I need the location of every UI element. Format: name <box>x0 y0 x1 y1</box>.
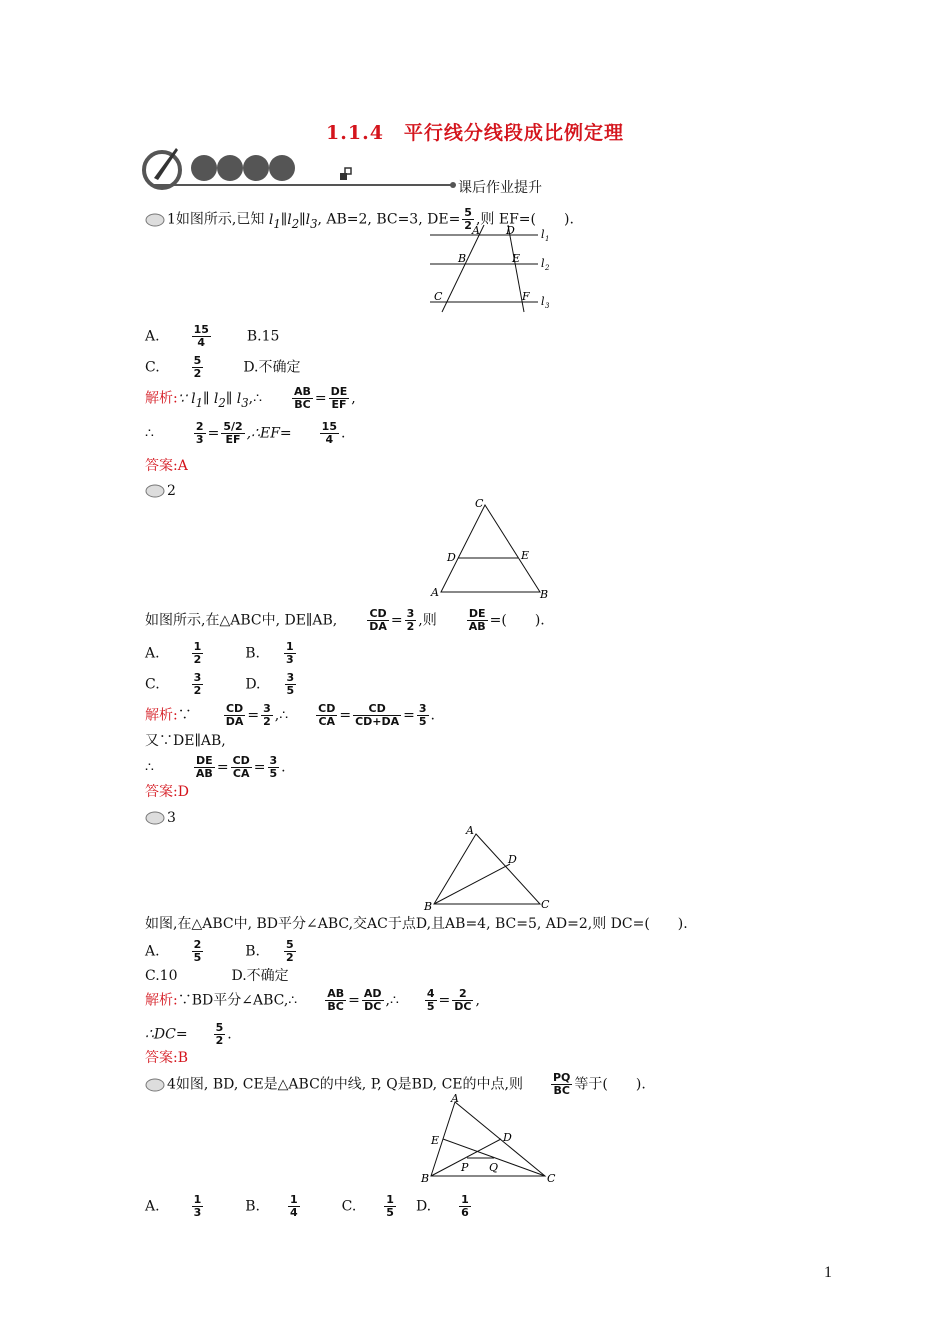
svg-text:D: D <box>506 224 515 237</box>
q1-answer: 答案:A <box>145 458 188 474</box>
svg-text:B: B <box>421 1172 430 1184</box>
svg-text:E: E <box>521 549 530 562</box>
svg-text:E: E <box>431 1134 440 1147</box>
figure-3-triangle <box>420 822 560 914</box>
q1-options-cd: C. $\frac{5}{2}$ D.不确定 <box>145 354 301 380</box>
svg-text:A: A <box>466 824 474 837</box>
q4-stem: 4如图, BD, CE是△ABC的中线, P, Q是BD, CE的中点,则 $\frac{PQ}{BC}$ 等于( ). <box>145 1072 646 1097</box>
svg-text:C: C <box>541 898 550 911</box>
page-title: 1.1.4 平行线分线段成比例定理 <box>326 122 624 144</box>
svg-text:l: l <box>541 228 545 241</box>
svg-text:2: 2 <box>545 264 550 272</box>
q3-number: 3 <box>145 810 176 826</box>
svg-text:B: B <box>540 588 549 601</box>
q2-analysis-2: 又∵DE∥AB, <box>145 733 226 749</box>
q3-stem: 如图,在△ABC中, BD平分∠ABC,交AC于点D,且AB=4, BC=5, AD=2,则 DC=( ). <box>145 916 688 932</box>
svg-text:E: E <box>512 252 521 265</box>
q2-analysis-3: ∴ $\frac{DE}{AB}$ = $\frac{CD}{CA}$ = $\frac{3}{5}$ . <box>145 754 286 780</box>
svg-text:F: F <box>522 290 530 303</box>
q3-options-ab: A. $\frac{2}{5}$ B. $\frac{5}{2}$ <box>145 938 294 964</box>
q2-options-cd: C. $\frac{3}{2}$ D. $\frac{3}{5}$ <box>145 671 295 697</box>
svg-text:1: 1 <box>545 235 550 243</box>
q4-options: A. $\frac{1}{3}$ B. $\frac{1}{4}$ C. $\frac{1}{5}$ D. $\frac{1}{6}$ <box>145 1193 469 1219</box>
q1-stem: 1如图所示,已知 $l_1\parallel l_2\parallel l_3$, AB=2, BC=3, DE= $\frac{5}{2}$ ,则 EF=( ). <box>145 207 574 232</box>
svg-text:A: A <box>472 224 480 237</box>
svg-text:P: P <box>461 1161 469 1174</box>
q2-answer: 答案:D <box>145 784 189 800</box>
page-number: 1 <box>824 1264 832 1281</box>
q2-options-ab: A. $\frac{1}{2}$ B. $\frac{1}{3}$ <box>145 640 294 666</box>
q3-options-cd: C.10 D.不确定 <box>145 968 289 984</box>
svg-text:B: B <box>424 900 433 913</box>
q1-analysis-1: 解析:∵ $l_1\parallel$ $l_2\parallel$ $l_3,\therefore$ $\frac{AB}{BC}$ = $\frac{DE}{EF}$ , <box>145 385 356 411</box>
svg-text:C: C <box>547 1172 556 1184</box>
svg-text:D: D <box>447 551 456 564</box>
svg-text:C: C <box>475 497 484 510</box>
svg-text:l: l <box>541 295 545 308</box>
svg-text:Q: Q <box>489 1161 499 1174</box>
question-bullet-icon <box>145 1078 165 1092</box>
question-bullet-icon <box>145 811 165 825</box>
svg-text:D: D <box>508 853 517 866</box>
q2-stem: 如图所示,在△ABC中, DE∥AB, $\frac{CD}{DA}$ = $\frac{3}{2}$ ,则 $\frac{DE}{AB}$ =( ). <box>145 607 545 633</box>
figure-2-triangle <box>425 495 555 601</box>
svg-text:3: 3 <box>545 302 550 310</box>
question-bullet-icon <box>145 213 165 227</box>
svg-text:A: A <box>451 1092 459 1105</box>
q2-number: 2 <box>145 483 176 499</box>
svg-text:A: A <box>431 586 439 599</box>
svg-text:C: C <box>434 290 443 303</box>
q3-answer: 答案:B <box>145 1050 189 1066</box>
q2-analysis-1: 解析:∵ $\frac{CD}{DA}$ = $\frac{3}{2}$ ,∴ $\frac{CD}{CA}$ = $\frac{CD}{CD+DA}$ = $\frac{3}{5}$ . <box>145 702 435 728</box>
header-label: 课后作业提升 <box>458 180 542 196</box>
q1-analysis-2: ∴ $\frac{2}{3}$ = $\frac{5/2}{EF}$ ,∴EF= $\frac{15}{4}$ . <box>145 420 346 446</box>
svg-text:l: l <box>541 257 545 270</box>
q3-analysis-1: 解析:∵BD平分∠ABC,∴ $\frac{AB}{BC}$ = $\frac{AD}{DC}$ ,∴ $\frac{4}{5}$ = $\frac{2}{DC}$ , <box>145 987 480 1013</box>
q3-analysis-2: ∴DC= $\frac{5}{2}$ . <box>145 1021 232 1047</box>
figure-4-triangle-medians <box>415 1092 565 1184</box>
svg-text:B: B <box>458 252 467 265</box>
figure-1-parallel-lines <box>420 222 560 314</box>
question-bullet-icon <box>145 484 165 498</box>
q1-options-ab: A. $\frac{15}{4}$ B.15 <box>145 323 280 349</box>
svg-text:D: D <box>503 1131 512 1144</box>
